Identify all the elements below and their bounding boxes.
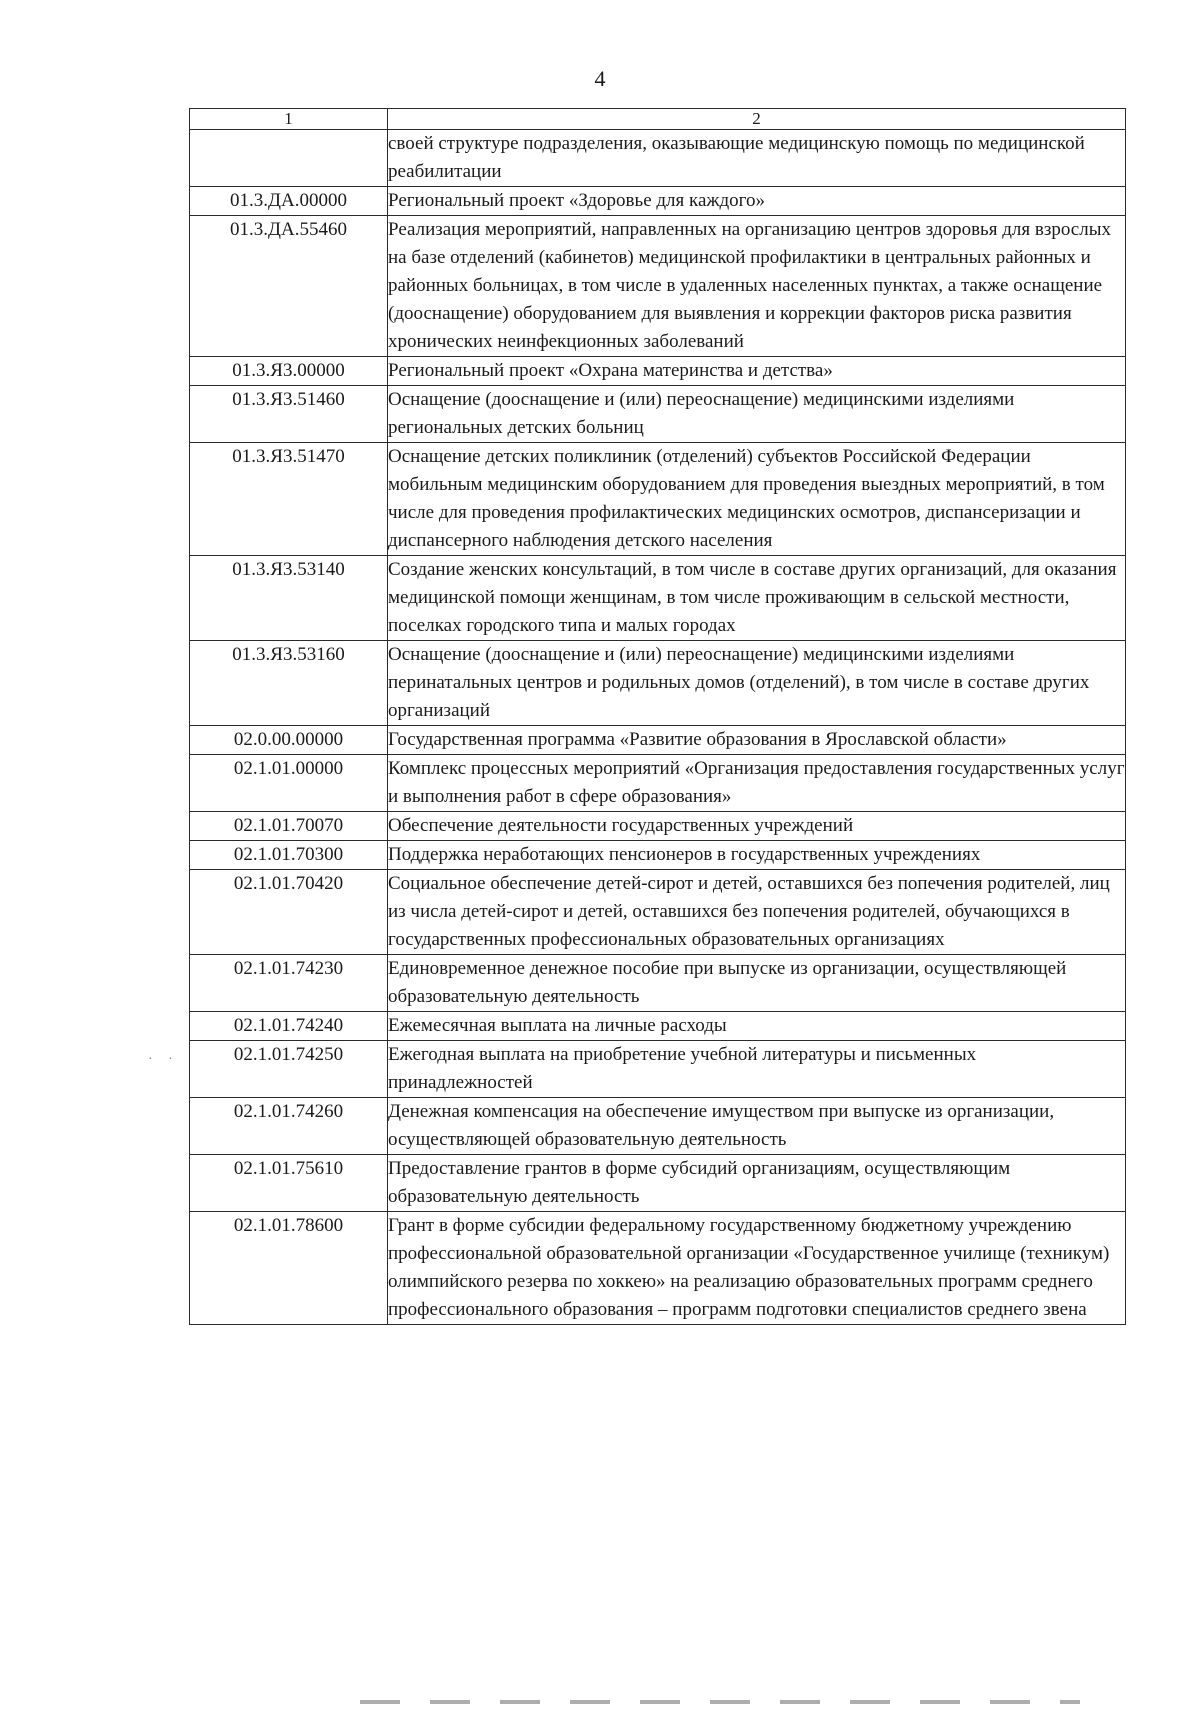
row-code: 02.1.01.75610 xyxy=(190,1155,388,1212)
row-code: 02.1.01.74250 xyxy=(190,1041,388,1098)
table-row xyxy=(190,386,1126,443)
row-description: Оснащение (дооснащение и (или) переоснащение) медицинскими изделиями региональных детских больниц xyxy=(388,386,1126,443)
row-description: Ежегодная выплата на приобретение учебной литературы и письменных принадлежностей xyxy=(388,1041,1126,1098)
table-row xyxy=(190,1012,1126,1041)
row-description: Создание женских консультаций, в том числе в составе других организаций, для оказания медицинской помощи женщинам, в том числе проживающим в сельской местности, поселках городского типа и малых городах xyxy=(388,556,1126,641)
table-header-row xyxy=(190,109,1126,130)
row-code: 02.1.01.74240 xyxy=(190,1012,388,1041)
row-code: 01.3.Я3.00000 xyxy=(190,357,388,386)
column-header-1: 1 xyxy=(190,109,388,130)
table-row xyxy=(190,812,1126,841)
scan-margin-mark: · · xyxy=(148,1052,179,1067)
table-row xyxy=(190,556,1126,641)
row-code: 02.1.01.00000 xyxy=(190,755,388,812)
row-description: Государственная программа «Развитие образования в Ярославской области» xyxy=(388,726,1126,755)
row-description: Оснащение (дооснащение и (или) переоснащение) медицинскими изделиями перинатальных центров и родильных домов (отделений), в том числе в составе других организаций xyxy=(388,641,1126,726)
page-number: 4 xyxy=(594,66,606,91)
row-description: Грант в форме субсидии федеральному государственному бюджетному учреждению профессиональной образовательной организации «Государственное училище (техникум) олимпийского резерва по хоккею» на реализацию образовательных программ среднего профессионального образования – программ подготовки специалистов среднего звена xyxy=(388,1212,1126,1325)
row-description: Оснащение детских поликлиник (отделений) субъектов Российской Федерации мобильным медицинским оборудованием для проведения выездных мероприятий, в том числе для проведения профилактических медицинских осмотров, диспансеризации и диспансерного наблюдения детского населения xyxy=(388,443,1126,556)
row-description: Денежная компенсация на обеспечение имуществом при выпуске из организации, осуществляющей образовательную деятельность xyxy=(388,1098,1126,1155)
row-code: 02.1.01.70300 xyxy=(190,841,388,870)
table-row xyxy=(190,216,1126,357)
codes-table xyxy=(189,108,1126,1325)
table-row xyxy=(190,1155,1126,1212)
row-code: 01.3.Я3.51470 xyxy=(190,443,388,556)
table-row xyxy=(190,755,1126,812)
row-description: Поддержка неработающих пенсионеров в государственных учреждениях xyxy=(388,841,1126,870)
table-row xyxy=(190,1212,1126,1325)
table-row xyxy=(190,726,1126,755)
row-code: 01.3.Я3.51460 xyxy=(190,386,388,443)
row-code: 02.0.00.00000 xyxy=(190,726,388,755)
table-row xyxy=(190,841,1126,870)
row-description: Региональный проект «Здоровье для каждого» xyxy=(388,187,1126,216)
column-header-2: 2 xyxy=(388,109,1126,130)
table-row xyxy=(190,130,1126,187)
table-row xyxy=(190,443,1126,556)
table-row xyxy=(190,870,1126,955)
table-row xyxy=(190,357,1126,386)
table-row xyxy=(190,187,1126,216)
row-description: Региональный проект «Охрана материнства и детства» xyxy=(388,357,1126,386)
row-code: 02.1.01.74230 xyxy=(190,955,388,1012)
table-row xyxy=(190,641,1126,726)
row-description: Реализация мероприятий, направленных на организацию центров здоровья для взрослых на базе отделений (кабинетов) медицинской профилактики в центральных районных и районных больницах, в том числе в удаленных населенных пунктах, а также оснащение (дооснащение) оборудованием для выявления и коррекции факторов риска развития хронических неинфекционных заболеваний xyxy=(388,216,1126,357)
row-code: 01.3.ДА.55460 xyxy=(190,216,388,357)
row-description: своей структуре подразделения, оказывающие медицинскую помощь по медицинской реабилитации xyxy=(388,130,1126,187)
row-description: Предоставление грантов в форме субсидий организациям, осуществляющим образовательную деятельность xyxy=(388,1155,1126,1212)
row-code: 02.1.01.70420 xyxy=(190,870,388,955)
table-row xyxy=(190,955,1126,1012)
row-code xyxy=(190,130,388,187)
row-code: 02.1.01.74260 xyxy=(190,1098,388,1155)
row-code: 01.3.Я3.53140 xyxy=(190,556,388,641)
table-row xyxy=(190,1098,1126,1155)
row-code: 01.3.Я3.53160 xyxy=(190,641,388,726)
row-code: 02.1.01.78600 xyxy=(190,1212,388,1325)
row-code: 02.1.01.70070 xyxy=(190,812,388,841)
row-description: Единовременное денежное пособие при выпуске из организации, осуществляющей образовательную деятельность xyxy=(388,955,1126,1012)
row-description: Социальное обеспечение детей-сирот и детей, оставшихся без попечения родителей, лиц из числа детей-сирот и детей, оставшихся без попечения родителей, обучающихся в государственных профессиональных образовательных организациях xyxy=(388,870,1126,955)
table-row xyxy=(190,1041,1126,1098)
row-code: 01.3.ДА.00000 xyxy=(190,187,388,216)
row-description: Обеспечение деятельности государственных учреждений xyxy=(388,812,1126,841)
row-description: Ежемесячная выплата на личные расходы xyxy=(388,1012,1126,1041)
scan-footer-noise xyxy=(360,1700,1080,1704)
row-description: Комплекс процессных мероприятий «Организация предоставления государственных услуг и выполнения работ в сфере образования» xyxy=(388,755,1126,812)
